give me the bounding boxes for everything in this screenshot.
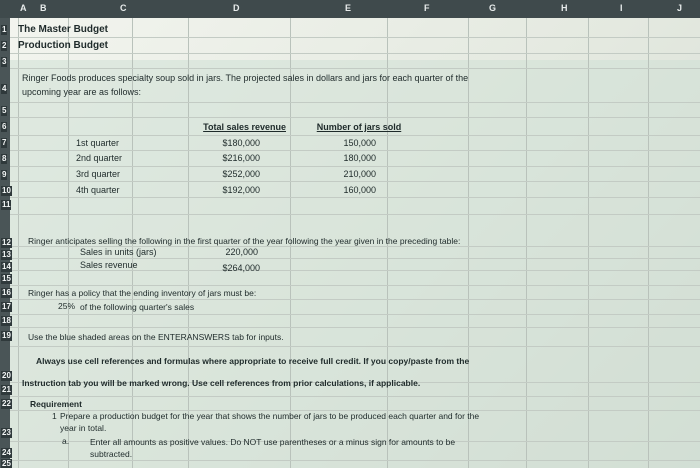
column-header-i[interactable]: I (620, 3, 623, 13)
next-year-units-value[interactable]: 220,000 (225, 247, 258, 257)
column-header-b[interactable]: B (40, 3, 47, 13)
row-number[interactable]: 7 (2, 138, 7, 147)
table-quarter-label[interactable]: 2nd quarter (76, 153, 123, 163)
intro-text-line1[interactable]: Ringer Foods produces specialty soup sold in jars. The projected sales in dollars and jars for each quarter of the (22, 73, 469, 83)
column-header-j[interactable]: J (677, 3, 683, 13)
intro-text-line2[interactable]: upcoming year are as follows: (22, 87, 142, 97)
column-header-a[interactable]: A (20, 3, 27, 13)
sub-requirement-line1[interactable]: Enter all amounts as positive values. Do NOT use parentheses or a minus sign for amounts to be (90, 437, 456, 447)
table-revenue-value[interactable]: $180,000 (222, 138, 260, 148)
table-quarter-label[interactable]: 3rd quarter (76, 169, 121, 179)
next-year-revenue-label[interactable]: Sales revenue (80, 260, 138, 270)
row-number[interactable]: 11 (2, 200, 11, 209)
row-number[interactable]: 4 (2, 84, 7, 93)
sub-requirement-line2[interactable]: subtracted. (90, 449, 133, 459)
policy-text[interactable]: Ringer has a policy that the ending inventory of jars must be: (28, 288, 257, 298)
blue-shaded-note[interactable]: Use the blue shaded areas on the ENTERANSWERS tab for inputs. (28, 332, 284, 342)
row-number[interactable]: 14 (2, 262, 11, 271)
sub-requirement-label[interactable]: a. (62, 436, 70, 446)
table-jars-value[interactable]: 210,000 (343, 169, 376, 179)
row-number[interactable]: 1 (2, 25, 7, 34)
sheet-subtitle[interactable]: Production Budget (18, 40, 108, 51)
row-number[interactable]: 2 (2, 41, 7, 50)
next-year-text[interactable]: Ringer anticipates selling the following in the first quarter of the year following the year given in the preceding table: (28, 236, 461, 246)
table-header-revenue[interactable]: Total sales revenue (203, 122, 286, 132)
table-jars-value[interactable]: 150,000 (343, 138, 376, 148)
policy-percent[interactable]: 25% (58, 301, 76, 311)
row-number[interactable]: 17 (2, 302, 11, 311)
row-number[interactable]: 6 (2, 122, 7, 131)
row-number[interactable]: 8 (2, 154, 7, 163)
row-number[interactable]: 24 (2, 448, 11, 457)
column-header-h[interactable]: H (561, 3, 568, 13)
row-number[interactable]: 20 (2, 371, 11, 380)
row-number[interactable]: 15 (2, 274, 11, 283)
table-revenue-value[interactable]: $252,000 (222, 169, 260, 179)
row-number[interactable]: 12 (2, 238, 11, 247)
table-quarter-label[interactable]: 4th quarter (76, 185, 120, 195)
row-number[interactable]: 9 (2, 170, 7, 179)
column-header-f[interactable]: F (424, 3, 430, 13)
row-number[interactable]: 16 (2, 288, 11, 297)
column-header-c[interactable]: C (120, 3, 127, 13)
table-revenue-value[interactable]: $216,000 (222, 153, 260, 163)
row-number[interactable]: 13 (2, 250, 11, 259)
row-number[interactable]: 18 (2, 316, 11, 325)
column-header-e[interactable]: E (345, 3, 352, 13)
row-number[interactable]: 5 (2, 106, 7, 115)
table-revenue-value[interactable]: $192,000 (222, 185, 260, 195)
requirement-number[interactable]: 1 (52, 411, 57, 421)
column-header-bar (0, 0, 700, 18)
row-number[interactable]: 10 (2, 186, 11, 195)
row-number[interactable]: 21 (2, 385, 11, 394)
row-number[interactable]: 3 (2, 57, 7, 66)
sheet-title[interactable]: The Master Budget (18, 24, 109, 35)
table-quarter-label[interactable]: 1st quarter (76, 138, 120, 148)
requirement-label[interactable]: Requirement (30, 399, 82, 409)
column-header-d[interactable]: D (233, 3, 240, 13)
column-header-g[interactable]: G (489, 3, 497, 13)
instruction-line1[interactable]: Always use cell references and formulas where appropriate to receive full credit. If you copy/paste from the (36, 356, 470, 366)
table-header-jars[interactable]: Number of jars sold (316, 122, 402, 132)
row-number[interactable]: 23 (2, 428, 11, 437)
table-jars-value[interactable]: 180,000 (343, 153, 376, 163)
requirement-line2[interactable]: year in total. (60, 423, 107, 433)
requirement-line1[interactable]: Prepare a production budget for the year that shows the number of jars to be produced each quarter and for the (60, 411, 480, 421)
row-number[interactable]: 19 (2, 331, 11, 340)
row-number[interactable]: 25 (2, 459, 11, 468)
next-year-units-label[interactable]: Sales in units (jars) (80, 247, 157, 257)
table-jars-value[interactable]: 160,000 (343, 185, 376, 195)
next-year-revenue-value[interactable]: $264,000 (222, 263, 260, 273)
instruction-line2[interactable]: Instruction tab you will be marked wrong. Use cell references from prior calculations, if applicable. (22, 378, 421, 388)
row-number[interactable]: 22 (2, 399, 11, 408)
policy-rest-text[interactable]: of the following quarter's sales (80, 302, 195, 312)
